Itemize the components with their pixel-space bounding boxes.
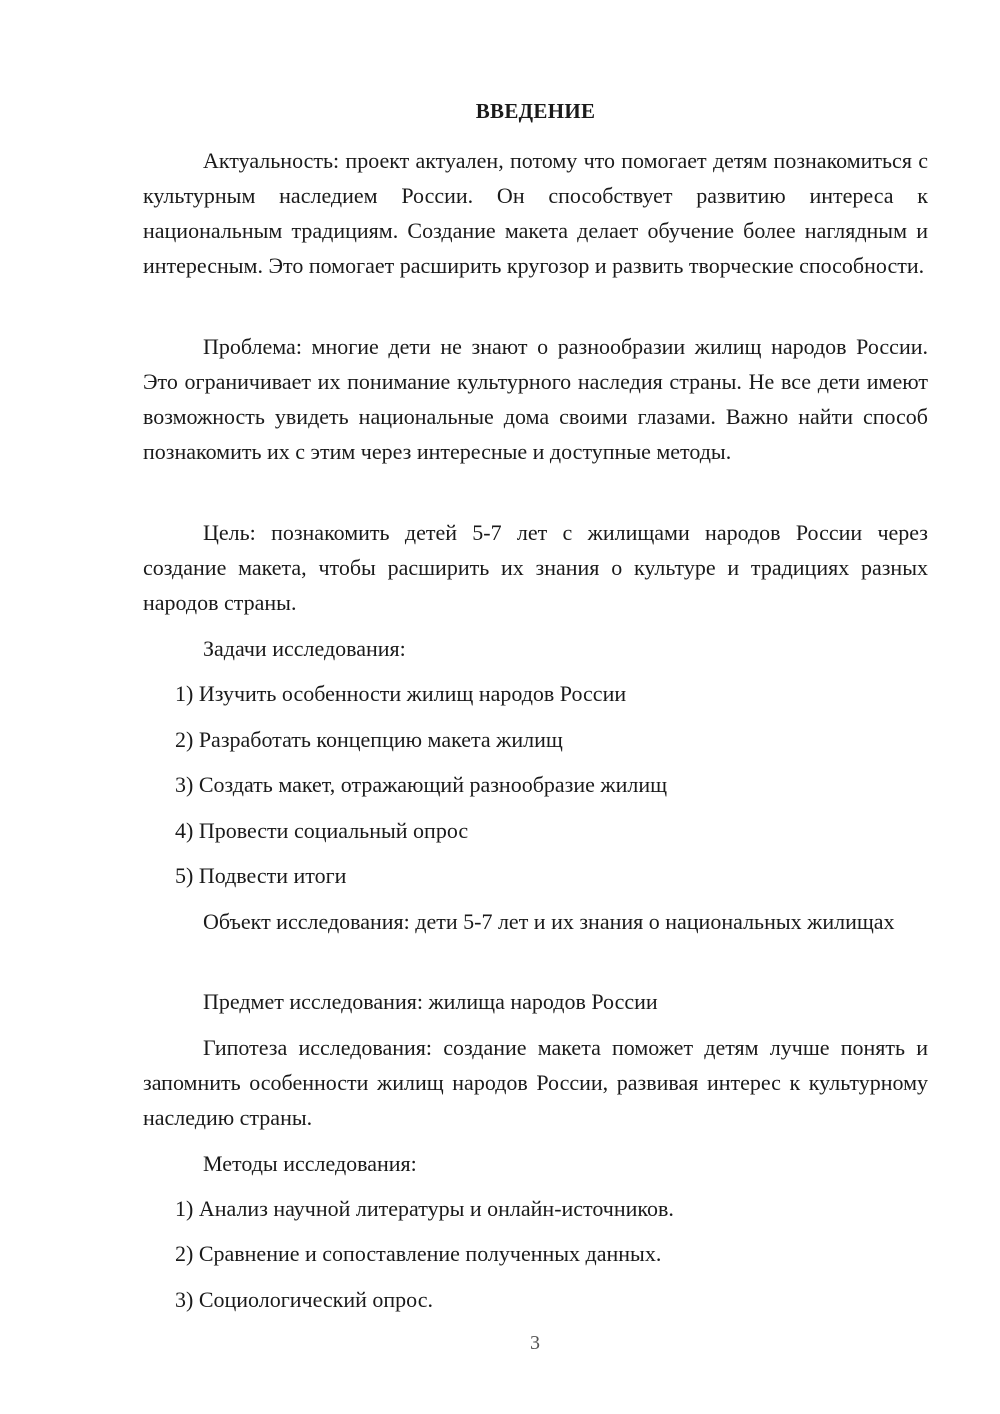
task-item: 4) Провести социальный опрос bbox=[175, 818, 469, 843]
method-item: 3) Социологический опрос. bbox=[175, 1287, 433, 1312]
method-item: 2) Сравнение и сопоставление полученных данных. bbox=[175, 1241, 662, 1266]
page-number: 3 bbox=[530, 1332, 540, 1354]
goal-paragraph: Цель: познакомить детей 5-7 лет с жилищами народов России через создание макета, чтобы расширить их знания о культуре и традициях разных народов страны. bbox=[143, 520, 928, 615]
task-item: 5) Подвести итоги bbox=[175, 863, 347, 888]
hypothesis-paragraph: Гипотеза исследования: создание макета поможет детям лучше понять и запомнить особенности жилищ народов России, развивая интерес к культурному наследию страны. bbox=[143, 1035, 928, 1130]
relevance-paragraph: Актуальность: проект актуален, потому что помогает детям познакомиться с культурным наследием России. Он способствует развитию интереса к национальным традициям. Создание макета делает обучение более наглядным и интересным. Это помогает расширить кругозор и развить творческие способности. bbox=[143, 148, 928, 278]
problem-paragraph: Проблема: многие дети не знают о разнообразии жилищ народов России. Это ограничивает их понимание культурного наследия страны. Не все дети имеют возможность увидеть национальные дома своими глазами. Важно найти способ познакомить их с этим через интересные и доступные методы. bbox=[143, 334, 928, 464]
methods-label: Методы исследования: bbox=[203, 1151, 417, 1176]
object-paragraph: Объект исследования: дети 5-7 лет и их знания о национальных жилищах bbox=[203, 909, 895, 934]
section-heading: ВВЕДЕНИЕ bbox=[475, 99, 596, 123]
tasks-label: Задачи исследования: bbox=[203, 636, 406, 661]
subject-line: Предмет исследования: жилища народов России bbox=[203, 989, 658, 1014]
method-item: 1) Анализ научной литературы и онлайн-источников. bbox=[175, 1196, 674, 1221]
task-item: 3) Создать макет, отражающий разнообразие жилищ bbox=[175, 772, 668, 797]
task-item: 2) Разработать концепцию макета жилищ bbox=[175, 727, 563, 752]
task-item: 1) Изучить особенности жилищ народов России bbox=[175, 681, 627, 706]
